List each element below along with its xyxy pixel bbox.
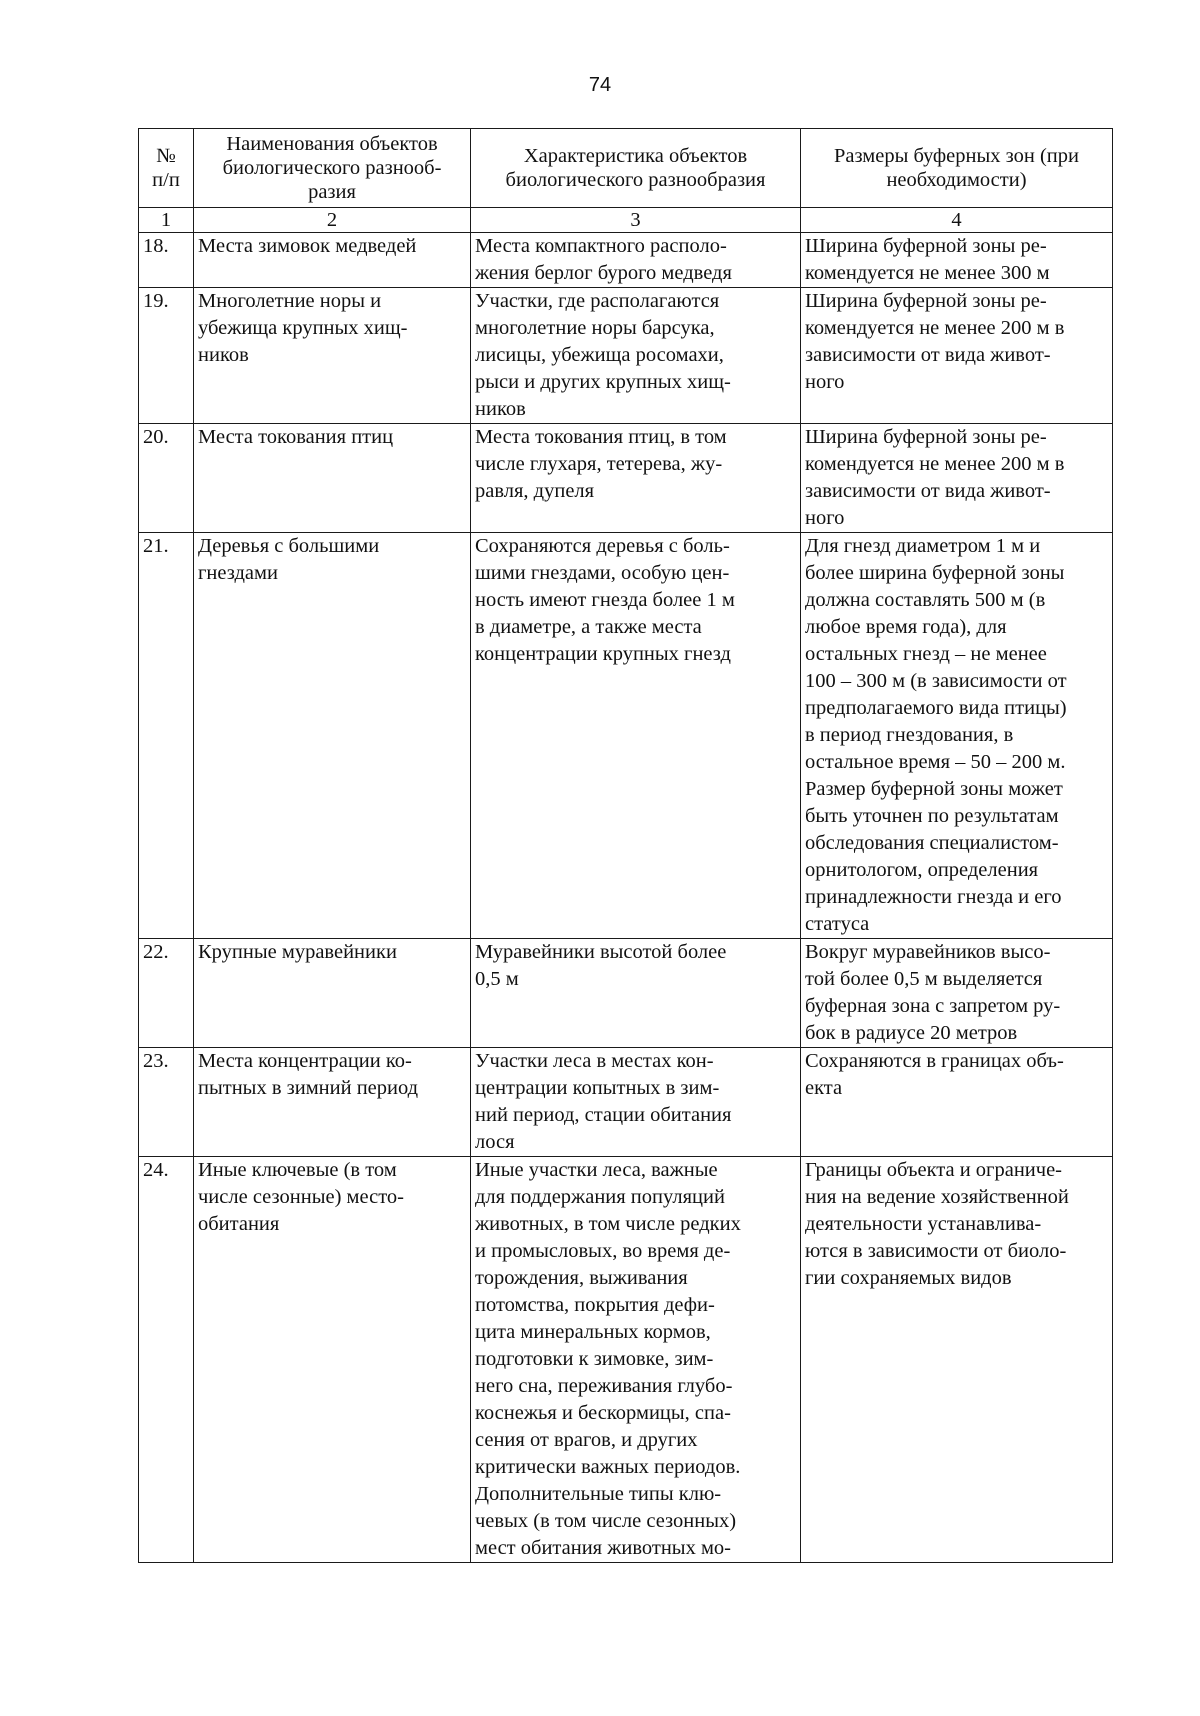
row-number: 23. [139, 1048, 194, 1157]
buffer-zone-size: Ширина буферной зоны ре- комендуется не менее 300 м [801, 233, 1113, 288]
table-row [139, 533, 1113, 939]
buffer-zone-size: Границы объекта и ограниче- ния на ведение хозяйственной деятельности устанавлива- ются в зависимости от биоло- гии сохраняемых видов [801, 1157, 1113, 1563]
header-row [139, 129, 1113, 208]
buffer-zone-size: Сохраняются в границах объ- екта [801, 1048, 1113, 1157]
row-number: 20. [139, 424, 194, 533]
object-name: Места зимовок медведей [194, 233, 471, 288]
row-number: 18. [139, 233, 194, 288]
column-number: 1 [139, 208, 194, 233]
table-row [139, 1157, 1113, 1563]
header-characteristic: Характеристика объектов биологического разнообразия [471, 129, 801, 208]
table-body [139, 208, 1113, 1563]
table-header [139, 129, 1113, 208]
object-name: Места концентрации ко- пытных в зимний период [194, 1048, 471, 1157]
buffer-zone-size: Для гнезд диаметром 1 м и более ширина буферной зоны должна составлять 500 м (в любое время года), для остальных гнезд – не менее 100 – 300 м (в зависимости от предполагаемого вида птицы) в период гнездования, в остальное время – 50 – 200 м. Размер буферной зоны может быть уточнен по результатам обследования специалистом- орнитологом, определения принадлежности гнезда и его статуса [801, 533, 1113, 939]
row-number: 22. [139, 939, 194, 1048]
object-characteristic: Сохраняются деревья с боль- шими гнездами, особую цен- ность имеют гнезда более 1 м в диаметре, а также места концентрации крупных гнезд [471, 533, 801, 939]
table-row [139, 939, 1113, 1048]
table-row [139, 288, 1113, 424]
object-characteristic: Участки, где располагаются многолетние норы барсука, лисицы, убежища росомахи, рыси и других крупных хищ- ников [471, 288, 801, 424]
object-characteristic: Места токования птиц, в том числе глухаря, тетерева, жу- равля, дупеля [471, 424, 801, 533]
header-object-name: Наименования объектов биологического разнооб- разия [194, 129, 471, 208]
object-characteristic: Муравейники высотой более 0,5 м [471, 939, 801, 1048]
table-row [139, 233, 1113, 288]
page-number: 74 [588, 74, 612, 96]
column-number: 2 [194, 208, 471, 233]
header-buffer-zone: Размеры буферных зон (при необходимости) [801, 129, 1113, 208]
object-name: Многолетние норы и убежища крупных хищ- ников [194, 288, 471, 424]
buffer-zone-size: Ширина буферной зоны ре- комендуется не менее 200 м в зависимости от вида живот- ного [801, 424, 1113, 533]
object-name: Иные ключевые (в том числе сезонные) место- обитания [194, 1157, 471, 1563]
column-number: 3 [471, 208, 801, 233]
object-characteristic: Участки леса в местах кон- центрации копытных в зим- ний период, стации обитания лося [471, 1048, 801, 1157]
object-characteristic: Иные участки леса, важные для поддержания популяций животных, в том числе редких и промысловых, во время де- торождения, выживания потомства, покрытия дефи- цита минеральных кормов, подготовки к зимовке, зим- него сна, переживания глубо- коснежья и бескормицы, спа- сения от врагов, и других критически важных периодов. Дополнительные типы клю- чевых (в том числе сезонных) мест обитания животных мо- [471, 1157, 801, 1563]
table-row [139, 424, 1113, 533]
object-name: Места токования птиц [194, 424, 471, 533]
object-name: Деревья с большими гнездами [194, 533, 471, 939]
object-characteristic: Места компактного располо- жения берлог бурого медведя [471, 233, 801, 288]
row-number: 21. [139, 533, 194, 939]
biodiversity-objects-table [138, 128, 1113, 1563]
buffer-zone-size: Вокруг муравейников высо- той более 0,5 м выделяется буферная зона с запретом ру- бок в радиусе 20 метров [801, 939, 1113, 1048]
row-number: 19. [139, 288, 194, 424]
table-row [139, 1048, 1113, 1157]
object-name: Крупные муравейники [194, 939, 471, 1048]
header-number: № п/п [139, 129, 194, 208]
column-number: 4 [801, 208, 1113, 233]
column-numbers-row [139, 208, 1113, 233]
row-number: 24. [139, 1157, 194, 1563]
buffer-zone-size: Ширина буферной зоны ре- комендуется не менее 200 м в зависимости от вида живот- ного [801, 288, 1113, 424]
